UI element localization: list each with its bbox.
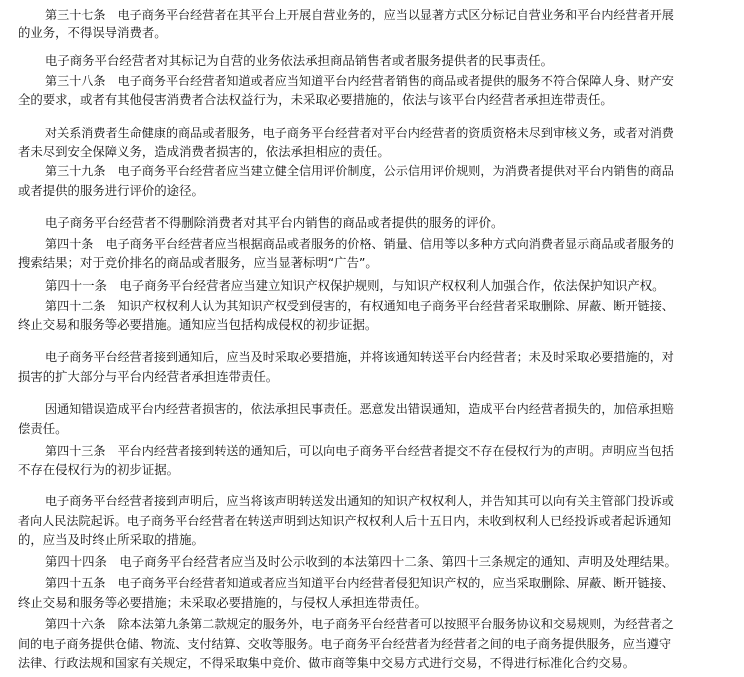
- text-line: 电子商务平台经营者接到声明后，应当将该声明转送发出通知的知识产权权利人，并告知其可以向有关主管部门投诉或: [45, 494, 674, 508]
- text-line: 对关系消费者生命健康的商品或者服务，电子商务平台经营者对平台内经营者的资质资格未尽到审核义务，或者对消费: [45, 126, 674, 140]
- text-line: 终止交易和服务等必要措施；未采取必要措施的，与侵权人承担连带责任。: [18, 595, 427, 610]
- text-line: 因通知错误造成平台内经营者损害的，依法承担民事责任。恶意发出错误通知，造成平台内经营者损失的，加倍承担赔: [45, 402, 674, 416]
- text-line: 第四十五条 电子商务平台经营者知道或者应当知道平台内经营者侵犯知识产权的，应当采取删除、屏蔽、断开链接、: [45, 576, 674, 590]
- text-line: 不存在侵权行为的初步证据。: [18, 462, 180, 477]
- text-line: 或者提供的服务进行评价的途径。: [18, 183, 204, 198]
- text-line: 第四十四条 电子商务平台经营者应当及时公示收到的本法第四十二条、第四十三条规定的通知、声明及处理结果。: [45, 554, 677, 569]
- text-line: 间的电子商务提供仓储、物流、支付结算、交收等服务。电子商务平台经营者为经营者之间的电子商务提供服务，应当遵守: [18, 637, 672, 651]
- text-line: 者向人民法院起诉。电子商务平台经营者在转送声明到达知识产权权利人后十五日内，未收到权利人已经投诉或者起诉通知: [18, 514, 672, 528]
- text-line: 第四十六条 除本法第九条第二款规定的服务外，电子商务平台经营者可以按照平台服务协议和交易规则，为经营者之: [45, 617, 674, 631]
- text-line: 第三十八条 电子商务平台经营者知道或者应当知道平台内经营者销售的商品或者提供的服务不符合保障人身、财产安: [45, 74, 674, 88]
- text-line: 的业务，不得误导消费者。: [18, 25, 167, 40]
- text-line: 终止交易和服务等必要措施。通知应当包括构成侵权的初步证据。: [18, 317, 378, 332]
- text-line: 损害的扩大部分与平台内经营者承担连带责任。: [18, 369, 279, 384]
- text-line: 者未尽到安全保障义务，造成消费者损害的，依法承担相应的责任。: [18, 144, 390, 159]
- text-line: 第三十九条 电子商务平台经营者应当建立健全信用评价制度，公示信用评价规则，为消费者提供对平台内销售的商品: [45, 164, 674, 178]
- text-line: 偿责任。: [18, 421, 68, 436]
- text-line: 电子商务平台经营者对其标记为自营的业务依法承担商品销售者或者服务提供者的民事责任。: [45, 53, 554, 68]
- text-line: 全的要求，或者有其他侵害消费者合法权益行为，未采取必要措施的，依法与该平台内经营者承担连带责任。: [18, 92, 613, 107]
- text-line: 搜索结果；对于竞价排名的商品或者服务，应当显著标明“广告”。: [18, 255, 378, 270]
- text-line: 电子商务平台经营者接到通知后，应当及时采取必要措施，并将该通知转送平台内经营者；未及时采取必要措施的，对: [45, 350, 674, 364]
- text-line: 第四十三条 平台内经营者接到转送的通知后，可以向电子商务平台经营者提交不存在侵权行为的声明。声明应当包括: [45, 444, 674, 458]
- text-line: 法律、行政法规和国家有关规定，不得采取集中竞价、做市商等集中交易方式进行交易，不得进行标准化合约交易。: [18, 656, 635, 670]
- text-line: 的，应当及时终止所采取的措施。: [18, 532, 204, 547]
- text-line: 第四十条 电子商务平台经营者应当根据商品或者服务的价格、销量、信用等以多种方式向消费者显示商品或者服务的: [45, 237, 674, 251]
- text-line: 第三十七条 电子商务平台经营者在其平台上开展自营业务的，应当以显著方式区分标记自营业务和平台内经营者开展: [45, 8, 674, 22]
- text-line: 电子商务平台经营者不得删除消费者对其平台内销售的商品或者提供的服务的评价。: [45, 215, 504, 230]
- text-line: 第四十二条 知识产权权利人认为其知识产权受到侵害的，有权通知电子商务平台经营者采取删除、屏蔽、断开链接、: [45, 299, 674, 313]
- text-line: 第四十一条 电子商务平台经营者应当建立知识产权保护规则，与知识产权权利人加强合作，依法保护知识产权。: [45, 278, 665, 293]
